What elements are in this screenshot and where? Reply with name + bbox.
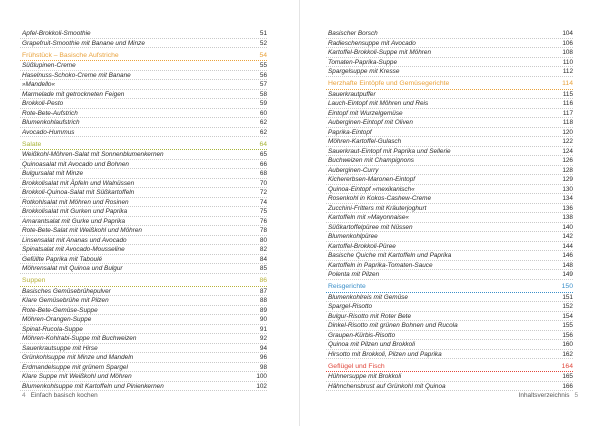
entry-title: Hirsotto mit Brokkoli, Pilzen und Paprika [328, 350, 442, 358]
toc-entry [20, 306, 267, 316]
entry-title: Apfel-Brokkoli-Smoothie [22, 30, 91, 37]
entry-title: Graupen-Kürbis-Risotto [328, 331, 396, 339]
toc-entry [326, 204, 573, 214]
entry-page: 120 [562, 128, 573, 136]
entry-page: 65 [259, 151, 267, 158]
entry-page: 80 [259, 236, 267, 244]
entry-title: Rote-Bete-Salat mit Weißkohl und Möhren [22, 227, 142, 234]
entry-title: Rotkohlsalat mit Möhren und Rosinen [22, 198, 129, 206]
entry-page: 76 [259, 217, 267, 225]
entry-page: 140 [562, 223, 573, 231]
entry-page: 106 [562, 39, 573, 47]
entry-page: 102 [256, 382, 267, 390]
entry-title: Eintopf mit Wurzelgemüse [328, 109, 403, 117]
entry-page: 110 [562, 58, 573, 66]
toc-entry [20, 80, 267, 90]
entry-page: 136 [562, 204, 573, 212]
toc-entry [326, 166, 573, 176]
toc-entry [20, 344, 267, 354]
entry-title: Quinoa mit Pilzen und Brokkoli [328, 341, 416, 348]
entry-title: Blumenkohlaufstrich [22, 119, 80, 126]
toc-left-column [20, 29, 267, 391]
entry-page: 129 [562, 176, 573, 183]
entry-page: 74 [259, 198, 267, 206]
entry-title: Brokkoli-Quinoa-Salat mit Süßkartoffeln [22, 189, 135, 196]
entry-page: 108 [562, 49, 573, 56]
entry-page: 98 [259, 363, 267, 371]
entry-page: 92 [259, 335, 267, 342]
toc-entry [326, 382, 573, 392]
toc-entry [20, 255, 267, 265]
entry-page: 130 [562, 185, 573, 193]
entry-title: Kartoffeln in Paprika-Tomaten-Sauce [328, 261, 433, 269]
entry-page: 117 [562, 109, 573, 117]
entry-title: Blumenkohlreis mit Gemüse [328, 293, 408, 301]
entry-title: Linsensalat mit Ananas und Avocado [22, 236, 127, 244]
toc-entry [326, 128, 573, 138]
toc-section-heading [20, 51, 267, 61]
entry-title: Tomaten-Paprika-Suppe [328, 58, 398, 66]
toc-entry [20, 287, 267, 297]
entry-title: Auberginen-Eintopf mit Oliven [328, 119, 413, 126]
toc-section-heading [326, 80, 573, 90]
entry-page: 152 [562, 303, 573, 310]
entry-title: Basische Quiche mit Kartoffeln und Paprika [328, 252, 452, 259]
toc-entry [20, 264, 267, 274]
entry-page: 148 [562, 261, 573, 269]
entry-page: 155 [562, 322, 573, 329]
entry-page: 122 [562, 138, 573, 145]
entry-title: Süßlupinen-Creme [22, 62, 76, 69]
section-heading-page: 54 [259, 51, 267, 59]
entry-title: Dinkel-Risotto mit grünen Bohnen und Rucola [328, 322, 458, 329]
toc-entry [326, 331, 573, 341]
entry-title: Blumenkohlsuppe mit Kartoffeln und Pinienkernen [22, 382, 164, 390]
entry-page: 78 [259, 227, 267, 234]
section-heading-page: 114 [562, 80, 573, 87]
toc-entry [326, 109, 573, 119]
entry-title: Auberginen-Curry [328, 166, 379, 174]
toc-entry [20, 61, 267, 71]
entry-page: 91 [259, 325, 267, 333]
entry-page: 116 [562, 100, 573, 107]
toc-entry [20, 109, 267, 119]
entry-page: 70 [259, 179, 267, 187]
entry-page: 75 [259, 208, 267, 215]
entry-title: Quinoa-Eintopf »mexikanisch« [328, 185, 415, 193]
entry-title: Bulgur-Risotto mit Roter Bete [328, 312, 411, 320]
entry-title: Sauerkraut-Eintopf mit Paprika und Sellerie [328, 147, 451, 155]
entry-page: 126 [562, 157, 573, 164]
entry-title: Lauch-Eintopf mit Möhren und Reis [328, 100, 429, 107]
entry-page: 142 [562, 233, 573, 240]
toc-entry [326, 48, 573, 58]
toc-entry [20, 118, 267, 128]
entry-title: Brokkolisalat mit Äpfeln und Walnüssen [22, 179, 135, 187]
toc-entry [326, 194, 573, 204]
toc-entry [326, 350, 573, 360]
page-number-left: 4 [22, 392, 26, 399]
toc-entry [20, 188, 267, 198]
toc-entry [20, 39, 267, 49]
entry-title: Kartoffeln mit »Mayonnaise« [328, 214, 409, 221]
toc-entry [326, 242, 573, 252]
toc-entry [20, 179, 267, 189]
entry-page: 66 [259, 160, 267, 168]
entry-title: Radieschensuppe mit Avocado [328, 39, 416, 47]
entry-page: 90 [259, 316, 267, 323]
entry-page: 149 [562, 271, 573, 278]
entry-title: Hähnchensbrust auf Grünkohl mit Quinoa [328, 382, 446, 390]
section-heading-title: Suppen [22, 277, 46, 284]
entry-page: 88 [259, 297, 267, 304]
entry-title: Kichererbsen-Maronen-Eintopf [328, 176, 416, 183]
toc-entry [326, 261, 573, 271]
entry-title: Basischer Borsch [328, 30, 378, 37]
footer-right [519, 392, 578, 399]
toc-entry [20, 169, 267, 179]
toc-entry [326, 147, 573, 157]
entry-title: Avocado-Hummus [22, 128, 75, 136]
entry-page: 84 [259, 255, 267, 263]
entry-page: 96 [259, 354, 267, 361]
entry-page: 56 [259, 71, 267, 79]
toc-entry [326, 312, 573, 322]
entry-title: Klare Suppe mit Weißkohl und Möhren [22, 373, 132, 380]
entry-title: Möhren-Kohlrabi-Suppe mit Buchweizen [22, 335, 137, 342]
entry-page: 138 [562, 214, 573, 221]
footer-left [22, 392, 98, 399]
entry-page: 52 [259, 39, 267, 47]
entry-title: Möhrensalat mit Quinoa und Bulgur [22, 265, 123, 272]
entry-page: 162 [562, 350, 573, 358]
toc-entry [20, 334, 267, 344]
entry-page: 115 [562, 90, 573, 98]
page-gutter [299, 0, 300, 426]
entry-title: Rosenkohl in Kokos-Cashew-Creme [328, 195, 432, 202]
section-heading-title: Frühstück – Basische Aufstriche [22, 51, 119, 59]
entry-title: Süßkartoffelpüree mit Nüssen [328, 223, 413, 231]
toc-entry [20, 217, 267, 227]
entry-page: 112 [562, 68, 573, 75]
entry-title: Marmelade mit getrockneten Feigen [22, 90, 125, 98]
entry-title: Sauerkrautpuffer [328, 90, 376, 98]
toc-entry [20, 296, 267, 306]
entry-title: »Mandello« [22, 81, 56, 88]
entry-page: 165 [562, 373, 573, 380]
entry-title: Rote-Bete-Gemüse-Suppe [22, 306, 98, 314]
section-heading-title: Herzhafte Eintöpfe und Gemüsegerichte [328, 80, 450, 87]
entry-page: 128 [562, 166, 573, 174]
entry-page: 51 [259, 30, 267, 37]
toc-entry [20, 71, 267, 81]
entry-page: 124 [562, 147, 573, 155]
entry-title: Quinoasalat mit Avocado und Bohnen [22, 160, 129, 168]
entry-page: 89 [259, 306, 267, 314]
entry-title: Erdmandelsuppe mit grünem Spargel [22, 363, 128, 371]
toc-entry [20, 245, 267, 255]
section-heading-page: 64 [259, 140, 267, 148]
section-heading-page: 164 [561, 362, 573, 370]
entry-title: Hühnersuppe mit Brokkoli [328, 373, 402, 380]
entry-title: Spargel-Risotto [328, 303, 373, 310]
entry-page: 82 [259, 246, 267, 253]
toc-section-heading [20, 140, 267, 150]
entry-title: Klare Gemüsebrühe mit Pilzen [22, 297, 109, 304]
entry-title: Brokkolisalat mit Gurken und Paprika [22, 208, 128, 215]
toc-entry [20, 150, 267, 160]
entry-title: Grapefruit-Smoothie mit Banane und Minze [22, 39, 145, 47]
toc-entry [20, 99, 267, 109]
entry-page: 85 [259, 265, 267, 272]
toc-entry [20, 236, 267, 246]
toc-entry [326, 213, 573, 223]
toc-entry [20, 29, 267, 39]
toc-entry [20, 198, 267, 208]
entry-page: 160 [562, 341, 573, 348]
entry-title: Spargelsuppe mit Kresse [328, 68, 400, 75]
toc-entry [326, 175, 573, 185]
toc-entry [20, 315, 267, 325]
toc-entry [326, 232, 573, 242]
toc-entry [326, 223, 573, 233]
toc-entry [326, 99, 573, 109]
entry-title: Buchweizen mit Champignons [328, 157, 414, 164]
toc-entry [20, 363, 267, 373]
entry-title: Rote-Bete-Aufstrich [22, 109, 78, 117]
toc-entry [326, 340, 573, 350]
toc-entry [20, 372, 267, 382]
entry-title: Möhren-Kartoffel-Gulasch [328, 138, 402, 145]
entry-page: 62 [259, 119, 267, 126]
toc-entry [20, 160, 267, 170]
entry-title: Brokkoli-Pesto [22, 100, 64, 107]
entry-title: Bulgursalat mit Minze [22, 170, 84, 177]
entry-title: Gefüllte Paprika mit Taboulé [22, 255, 103, 263]
toc-entry [326, 302, 573, 312]
entry-title: Zucchini-Fritters mit Kräuterjoghurt [328, 204, 427, 212]
entry-title: Grünkohlsuppe mit Minze und Mandeln [22, 354, 134, 361]
entry-page: 72 [259, 189, 267, 196]
entry-page: 58 [259, 90, 267, 98]
toc-section-heading [20, 277, 267, 287]
toc-entry [326, 118, 573, 128]
entry-page: 166 [562, 382, 573, 390]
toc-entry [326, 39, 573, 49]
toc-entry [326, 137, 573, 147]
toc-section-heading [326, 283, 573, 293]
entry-page: 118 [562, 119, 573, 126]
toc-entry [20, 207, 267, 217]
toc-entry [326, 251, 573, 261]
entry-page: 100 [256, 373, 267, 380]
page-number-right: 5 [574, 392, 578, 399]
entry-title: Polenta mit Pilzen [328, 271, 380, 278]
toc-entry [20, 382, 267, 392]
entry-page: 57 [259, 81, 267, 88]
toc-entry [20, 90, 267, 100]
toc-entry [326, 67, 573, 77]
entry-page: 146 [562, 252, 573, 259]
section-heading-page: 150 [561, 283, 573, 290]
entry-title: Sauerkrautsuppe mit Hirse [22, 344, 98, 352]
toc-entry [20, 128, 267, 138]
toc-entry [326, 90, 573, 100]
entry-page: 154 [562, 312, 573, 320]
entry-page: 144 [562, 242, 573, 250]
entry-title: Haselnuss-Schoko-Creme mit Banane [22, 71, 131, 79]
entry-title: Spinat-Rucola-Suppe [22, 325, 83, 333]
toc-right-column [326, 29, 573, 391]
toc-entry [326, 58, 573, 68]
toc-entry [326, 372, 573, 382]
entry-page: 156 [562, 331, 573, 339]
toc-entry [326, 185, 573, 195]
entry-page: 104 [562, 30, 573, 37]
entry-page: 87 [259, 287, 267, 295]
entry-page: 62 [259, 128, 267, 136]
toc-section-heading [326, 362, 573, 372]
entry-title: Kartoffel-Brokkoli-Püree [328, 242, 396, 250]
section-heading-title: Geflügel und Fisch [328, 362, 385, 370]
entry-page: 134 [562, 195, 573, 202]
entry-title: Spinatsalat mit Avocado-Mousseline [22, 246, 125, 253]
book-title: Einfach basisch kochen [30, 392, 98, 399]
toc-entry [326, 156, 573, 166]
entry-title: Basisches Gemüsebrühepulver [22, 287, 111, 295]
entry-title: Kartoffel-Brokkoli-Suppe mit Möhren [328, 49, 432, 56]
entry-page: 60 [259, 109, 267, 117]
toc-entry [326, 293, 573, 303]
entry-page: 55 [259, 62, 267, 69]
toc-entry [326, 29, 573, 39]
entry-title: Weißkohl-Möhren-Salat mit Sonnenblumenkernen [22, 151, 164, 158]
entry-title: Möhren-Orangen-Suppe [22, 316, 92, 323]
toc-entry [20, 226, 267, 236]
entry-page: 94 [259, 344, 267, 352]
entry-page: 151 [562, 293, 573, 301]
entry-page: 68 [259, 170, 267, 177]
entry-title: Blumenkohlpüree [328, 233, 378, 240]
section-heading-title: Salate [22, 140, 42, 148]
toc-entry [326, 270, 573, 280]
section-title: Inhaltsverzeichnis [518, 392, 570, 399]
toc-entry [326, 321, 573, 331]
entry-page: 59 [259, 100, 267, 107]
toc-entry [20, 325, 267, 335]
entry-title: Paprika-Eintopf [328, 128, 372, 136]
section-heading-page: 86 [259, 277, 267, 284]
entry-title: Amarantsalat mit Gurke und Paprika [22, 217, 126, 225]
toc-entry [20, 353, 267, 363]
section-heading-title: Reisgerichte [328, 283, 366, 290]
